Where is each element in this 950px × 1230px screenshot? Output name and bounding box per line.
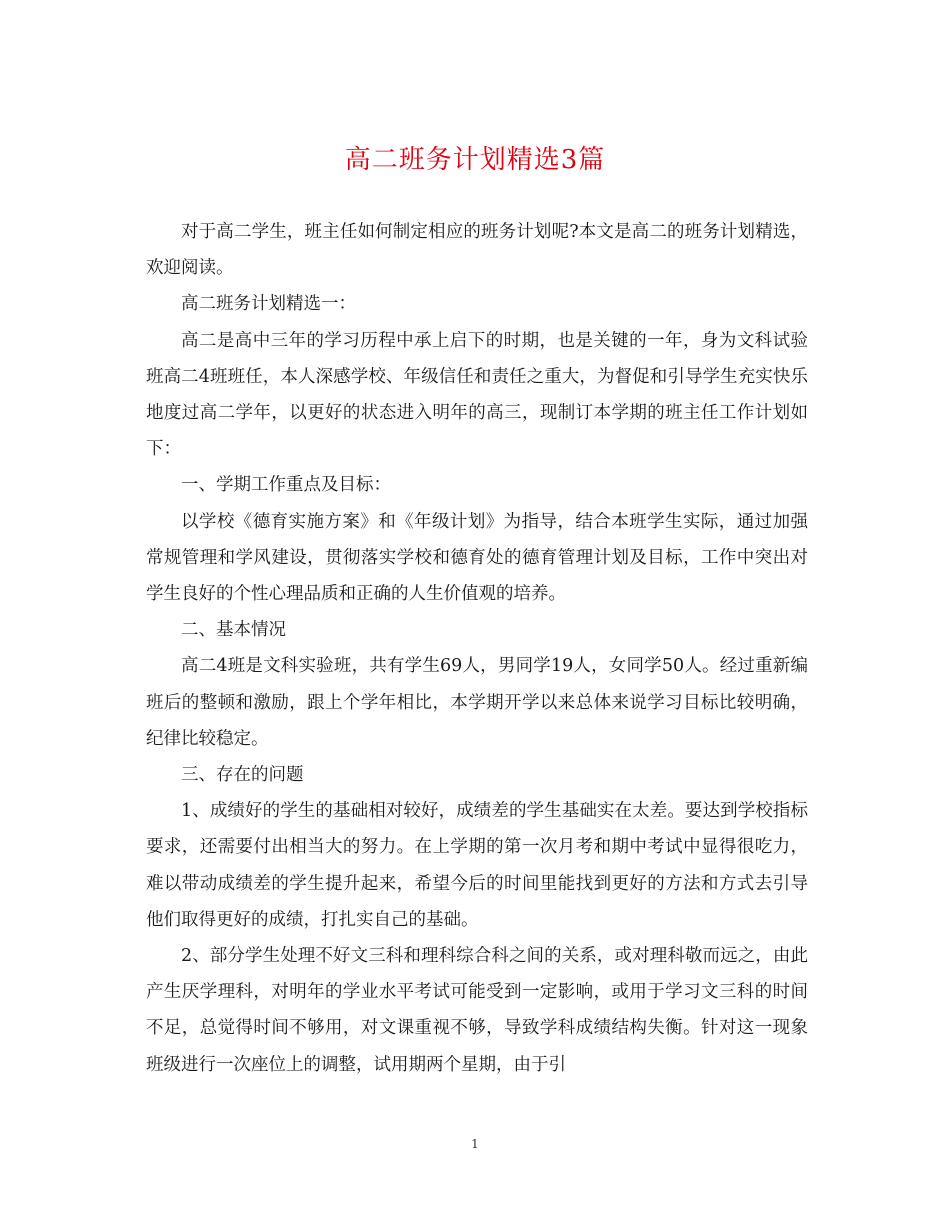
section-heading-goals: 一、学期工作重点及目标： (181, 475, 391, 496)
body-paragraph: 高二4班是文科实验班，共有学生69人，男同学19人，女同学50人。经过重新编班后的整顿和激励，跟上个学年相比，本学期开学以来总体来说学习目标比较明确，纪律比较稳定。 (146, 656, 808, 749)
page-number: 1 (471, 1137, 479, 1151)
document-title: 高二班务计划精选3篇 (344, 145, 606, 175)
document-body (146, 214, 808, 1083)
section-heading-problems: 三、存在的问题 (181, 765, 304, 786)
body-paragraph: 高二是高中三年的学习历程中承上启下的时期，也是关键的一年，身为文科试验班高二4班班任，本人深感学校、年级信任和责任之重大，为督促和引导学生充实快乐地度过高二学年，以更好的状态进入明年的高三，现制订本学期的班主任工作计划如下： (146, 330, 808, 460)
intro-paragraph: 对于高二学生，班主任如何制定相应的班务计划呢?本文是高二的班务计划精选，欢迎阅读。 (146, 222, 808, 279)
section-heading-plan-one: 高二班务计划精选一： (181, 294, 356, 315)
section-heading-basic-situation: 二、基本情况 (181, 620, 286, 641)
body-paragraph: 1、成绩好的学生的基础相对较好，成绩差的学生基础实在太差。要达到学校指标要求，还需要付出相当大的努力。在上学期的第一次月考和期中考试中显得很吃力，难以带动成绩差的学生提升起来，希望今后的时间里能找到更好的方法和方式去引导他们取得更好的成绩，打扎实自己的基础。 (146, 801, 808, 930)
body-paragraph: 以学校《德育实施方案》和《年级计划》为指导，结合本班学生实际，通过加强常规管理和学风建设，贯彻落实学校和德育处的德育管理计划及目标，工作中突出对学生良好的个性心理品质和正确的人生价值观的培养。 (146, 511, 808, 605)
body-paragraph: 2、部分学生处理不好文三科和理科综合科之间的关系，或对理科敬而远之，由此产生厌学理科，对明年的学业水平考试可能受到一定影响，或用于学习文三科的时间不足，总觉得时间不够用，对文课重视不够，导致学科成绩结构失衡。针对这一现象班级进行一次座位上的调整，试用期两个星期，由于引 (146, 946, 808, 1075)
